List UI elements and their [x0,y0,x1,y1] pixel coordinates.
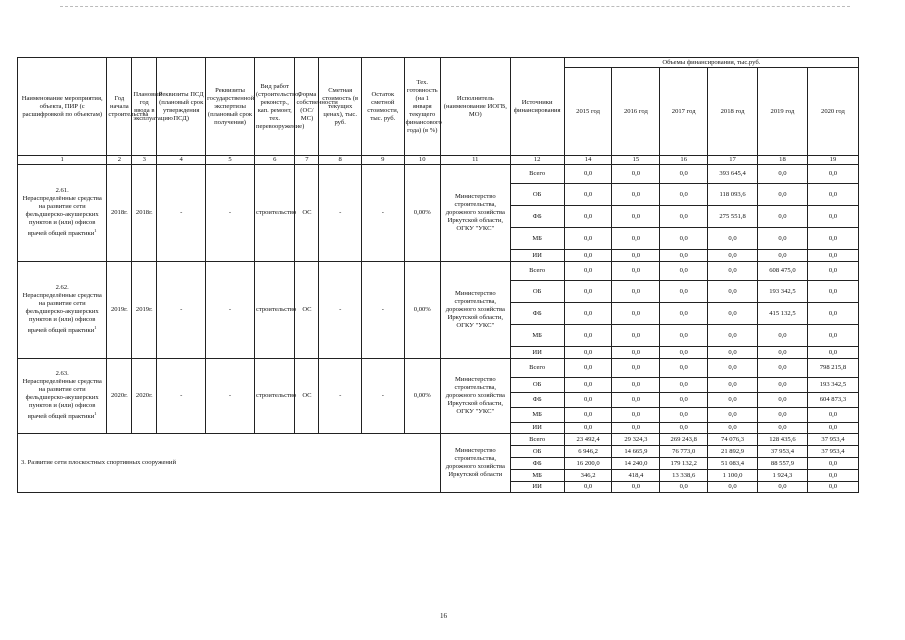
amount-cell: 0,0 [807,325,858,347]
amount-cell: 0,0 [708,228,758,250]
project-name: Нераспределённые средства на развитие сети фельдшерско-акушерских пунктов и (или) офисов врачей общей практики [22,292,102,335]
column-number: 16 [660,156,708,165]
funding-source: МБ [510,470,564,482]
column-number-row [18,156,859,165]
header-year: 2015 год [564,68,612,156]
project-remaining: - [362,165,405,262]
funding-source: ОБ [510,446,564,458]
amount-cell: 14 240,0 [612,458,660,470]
table-row [18,359,859,378]
amount-cell: 0,0 [758,359,808,378]
funding-source: МБ [510,325,564,347]
amount-cell: 275 551,8 [708,206,758,228]
project-code: 2.62. [55,284,69,292]
header-psd: Реквизиты ПСД (плановый срок утверждения ПСД) [157,58,206,156]
column-number: 14 [564,156,612,165]
amount-cell: 37 953,4 [807,446,858,458]
amount-cell: 0,0 [660,359,708,378]
amount-cell: 0,0 [758,347,808,359]
amount-cell: 0,0 [807,206,858,228]
project-remaining: - [362,359,405,434]
funding-source: Всего [510,262,564,281]
amount-cell: 798 215,8 [807,359,858,378]
footnote-mark: 1 [94,228,97,234]
amount-cell: 0,0 [612,250,660,262]
amount-cell: 0,0 [564,250,612,262]
page-number: 16 [440,612,447,620]
amount-cell: 0,0 [758,408,808,423]
table-row [18,262,859,281]
header-executor: Исполнитель (наименование ИОГВ, МО) [440,58,510,156]
amount-cell: 0,0 [807,482,858,493]
amount-cell: 0,0 [708,250,758,262]
project-work-type: строительство [254,359,295,434]
project-code: 2.61. [55,187,69,195]
project-code: 2.63. [55,370,69,378]
amount-cell: 74 076,3 [708,434,758,446]
column-number: 15 [612,156,660,165]
header-year: 2018 год [708,68,758,156]
project-readiness: 0,00% [404,262,440,359]
amount-cell: 0,0 [612,303,660,325]
column-number: 9 [362,156,405,165]
section-title: 3. Развитие сети плоскостных спортивных сооружений [18,434,441,493]
section-row [18,434,859,446]
amount-cell: 0,0 [612,347,660,359]
amount-cell: 0,0 [807,184,858,206]
funding-source: ФБ [510,206,564,228]
funding-source: ОБ [510,281,564,303]
funding-source: Всего [510,434,564,446]
project-ownership: ОС [295,359,319,434]
project-name-cell [18,262,107,359]
scan-top-edge [60,6,850,8]
project-year-plan: 2020г. [132,359,157,434]
amount-cell: 0,0 [564,325,612,347]
amount-cell: 0,0 [564,359,612,378]
amount-cell: 0,0 [564,281,612,303]
project-estimate: - [319,262,362,359]
project-year-start: 2018г. [107,165,132,262]
amount-cell: 0,0 [708,408,758,423]
amount-cell: 23 492,4 [564,434,612,446]
amount-cell: 0,0 [807,281,858,303]
column-number: 18 [758,156,808,165]
project-remaining: - [362,262,405,359]
project-ownership: ОС [295,262,319,359]
funding-source: Всего [510,165,564,184]
amount-cell: 0,0 [612,423,660,434]
project-psd: - [157,165,206,262]
amount-cell: 0,0 [708,423,758,434]
footnote-mark: 1 [94,325,97,331]
header-year: 2019 год [758,68,808,156]
amount-cell: 0,0 [660,206,708,228]
funding-source: ИИ [510,347,564,359]
amount-cell: 0,0 [708,303,758,325]
project-name: Нераспределённые средства на развитие сети фельдшерско-акушерских пунктов и (или) офисов врачей общей практики [22,378,102,421]
amount-cell: 0,0 [807,165,858,184]
amount-cell: 0,0 [660,378,708,393]
amount-cell: 0,0 [758,206,808,228]
header-expertise: Реквизиты государственной экспертизы (плановый срок получения) [206,58,255,156]
amount-cell: 0,0 [612,378,660,393]
amount-cell: 0,0 [807,262,858,281]
amount-cell: 0,0 [807,458,858,470]
header-sources: Источники финансирования [510,58,564,156]
funding-source: МБ [510,408,564,423]
amount-cell: 0,0 [660,325,708,347]
funding-source: МБ [510,228,564,250]
column-number: 6 [254,156,295,165]
project-readiness: 0,00% [404,165,440,262]
project-estimate: - [319,165,362,262]
header-year-plan: Плановый год ввода в эксплуатацию [132,58,157,156]
funding-source: ФБ [510,303,564,325]
project-expertise: - [206,359,255,434]
amount-cell: 0,0 [807,228,858,250]
amount-cell: 1 100,0 [708,470,758,482]
amount-cell: 0,0 [708,347,758,359]
header-name: Наименование мероприятия, объекта, ПИР (с расшифровкой по объектам) [18,58,107,156]
amount-cell: 1 924,3 [758,470,808,482]
amount-cell: 0,0 [758,250,808,262]
amount-cell: 0,0 [807,423,858,434]
amount-cell: 0,0 [612,165,660,184]
amount-cell: 37 953,4 [758,446,808,458]
amount-cell: 16 200,0 [564,458,612,470]
amount-cell: 0,0 [612,393,660,408]
amount-cell: 179 132,2 [660,458,708,470]
project-readiness: 0,00% [404,359,440,434]
header-volumes: Объемы финансирования, тыс.руб. [564,58,858,68]
amount-cell: 0,0 [612,281,660,303]
amount-cell: 0,0 [758,423,808,434]
header-work-type: Вид работ (строительство, реконстр., кап. ремонт, тех. перевооружение) [254,58,295,156]
amount-cell: 0,0 [708,262,758,281]
amount-cell: 0,0 [660,250,708,262]
funding-source: ОБ [510,184,564,206]
amount-cell: 0,0 [660,165,708,184]
amount-cell: 0,0 [660,262,708,281]
funding-source: ИИ [510,482,564,493]
footnote-mark: 1 [94,411,97,417]
amount-cell: 0,0 [564,228,612,250]
header-remaining: Остаток сметной стоимости, тыс. руб. [362,58,405,156]
header-ownership: Форма собственности (ОС/МС) [295,58,319,156]
project-ownership: ОС [295,165,319,262]
amount-cell: 51 083,4 [708,458,758,470]
project-year-start: 2019г. [107,262,132,359]
amount-cell: 0,0 [807,250,858,262]
project-name-cell [18,359,107,434]
amount-cell: 21 892,9 [708,446,758,458]
project-executor: Министерство строительства, дорожного хозяйства Иркутской области, ОГКУ "УКС" [440,262,510,359]
header-year: 2016 год [612,68,660,156]
amount-cell: 0,0 [660,408,708,423]
project-psd: - [157,262,206,359]
column-number: 5 [206,156,255,165]
column-number: 8 [319,156,362,165]
amount-cell: 0,0 [660,347,708,359]
amount-cell: 29 324,3 [612,434,660,446]
column-number: 12 [510,156,564,165]
amount-cell: 0,0 [612,408,660,423]
amount-cell: 0,0 [758,482,808,493]
amount-cell: 0,0 [564,378,612,393]
amount-cell: 128 435,6 [758,434,808,446]
amount-cell: 0,0 [564,184,612,206]
amount-cell: 76 773,0 [660,446,708,458]
amount-cell: 393 645,4 [708,165,758,184]
amount-cell: 0,0 [564,393,612,408]
amount-cell: 0,0 [758,393,808,408]
table-row [18,165,859,184]
project-year-plan: 2019г. [132,262,157,359]
amount-cell: 118 093,6 [708,184,758,206]
amount-cell: 0,0 [807,303,858,325]
project-executor: Министерство строительства, дорожного хозяйства Иркутской области, ОГКУ "УКС" [440,165,510,262]
funding-source: ОБ [510,378,564,393]
column-number: 7 [295,156,319,165]
amount-cell: 0,0 [660,281,708,303]
amount-cell: 0,0 [564,206,612,228]
amount-cell: 0,0 [758,325,808,347]
column-number: 2 [107,156,132,165]
project-psd: - [157,359,206,434]
amount-cell: 0,0 [612,325,660,347]
amount-cell: 0,0 [807,408,858,423]
amount-cell: 0,0 [660,423,708,434]
project-expertise: - [206,165,255,262]
header-readiness: Тех. готовность (на 1 января текущего финансового года) (в %) [404,58,440,156]
project-name-cell [18,165,107,262]
column-number: 17 [708,156,758,165]
amount-cell: 0,0 [660,482,708,493]
amount-cell: 0,0 [612,184,660,206]
funding-source: ИИ [510,423,564,434]
funding-source: Всего [510,359,564,378]
project-executor: Министерство строительства, дорожного хозяйства Иркутской области, ОГКУ "УКС" [440,359,510,434]
header-estimate: Сметная стоимость (в текущих ценах), тыс. руб. [319,58,362,156]
header-year: 2017 год [660,68,708,156]
amount-cell: 0,0 [564,408,612,423]
amount-cell: 0,0 [612,359,660,378]
amount-cell: 193 342,5 [758,281,808,303]
amount-cell: 13 338,6 [660,470,708,482]
amount-cell: 0,0 [612,206,660,228]
amount-cell: 0,0 [758,378,808,393]
amount-cell: 0,0 [708,482,758,493]
column-number: 10 [404,156,440,165]
amount-cell: 0,0 [660,228,708,250]
amount-cell: 0,0 [564,347,612,359]
project-estimate: - [319,359,362,434]
amount-cell: 37 953,4 [807,434,858,446]
amount-cell: 0,0 [660,184,708,206]
amount-cell: 415 132,5 [758,303,808,325]
amount-cell: 0,0 [708,359,758,378]
amount-cell: 0,0 [708,281,758,303]
amount-cell: 14 665,9 [612,446,660,458]
column-number: 4 [157,156,206,165]
section-executor: Министерство строительства, дорожного хозяйства Иркутской области [440,434,510,493]
amount-cell: 88 557,9 [758,458,808,470]
header-year-start: Год начала строительства [107,58,132,156]
amount-cell: 0,0 [612,262,660,281]
amount-cell: 6 946,2 [564,446,612,458]
funding-source: ФБ [510,393,564,408]
financing-table [17,57,859,493]
amount-cell: 0,0 [660,393,708,408]
project-name: Нераспределённые средства на развитие сети фельдшерско-акушерских пунктов и (или) офисов врачей общей практики [22,195,102,238]
amount-cell: 0,0 [708,393,758,408]
project-expertise: - [206,262,255,359]
funding-source: ИИ [510,250,564,262]
header-year: 2020 год [807,68,858,156]
amount-cell: 0,0 [758,184,808,206]
amount-cell: 0,0 [758,228,808,250]
project-year-start: 2020г. [107,359,132,434]
amount-cell: 0,0 [807,470,858,482]
amount-cell: 269 243,8 [660,434,708,446]
column-number: 11 [440,156,510,165]
amount-cell: 0,0 [758,165,808,184]
amount-cell: 0,0 [564,262,612,281]
project-work-type: строительство [254,165,295,262]
amount-cell: 0,0 [708,378,758,393]
amount-cell: 0,0 [807,347,858,359]
amount-cell: 0,0 [612,228,660,250]
amount-cell: 0,0 [564,303,612,325]
amount-cell: 608 475,0 [758,262,808,281]
amount-cell: 418,4 [612,470,660,482]
amount-cell: 0,0 [660,303,708,325]
project-work-type: строительство [254,262,295,359]
amount-cell: 0,0 [612,482,660,493]
amount-cell: 193 342,5 [807,378,858,393]
column-number: 1 [18,156,107,165]
amount-cell: 0,0 [564,423,612,434]
amount-cell: 0,0 [564,165,612,184]
column-number: 3 [132,156,157,165]
amount-cell: 0,0 [564,482,612,493]
amount-cell: 0,0 [708,325,758,347]
column-number: 19 [807,156,858,165]
amount-cell: 604 873,3 [807,393,858,408]
funding-source: ФБ [510,458,564,470]
amount-cell: 346,2 [564,470,612,482]
project-year-plan: 2018г. [132,165,157,262]
